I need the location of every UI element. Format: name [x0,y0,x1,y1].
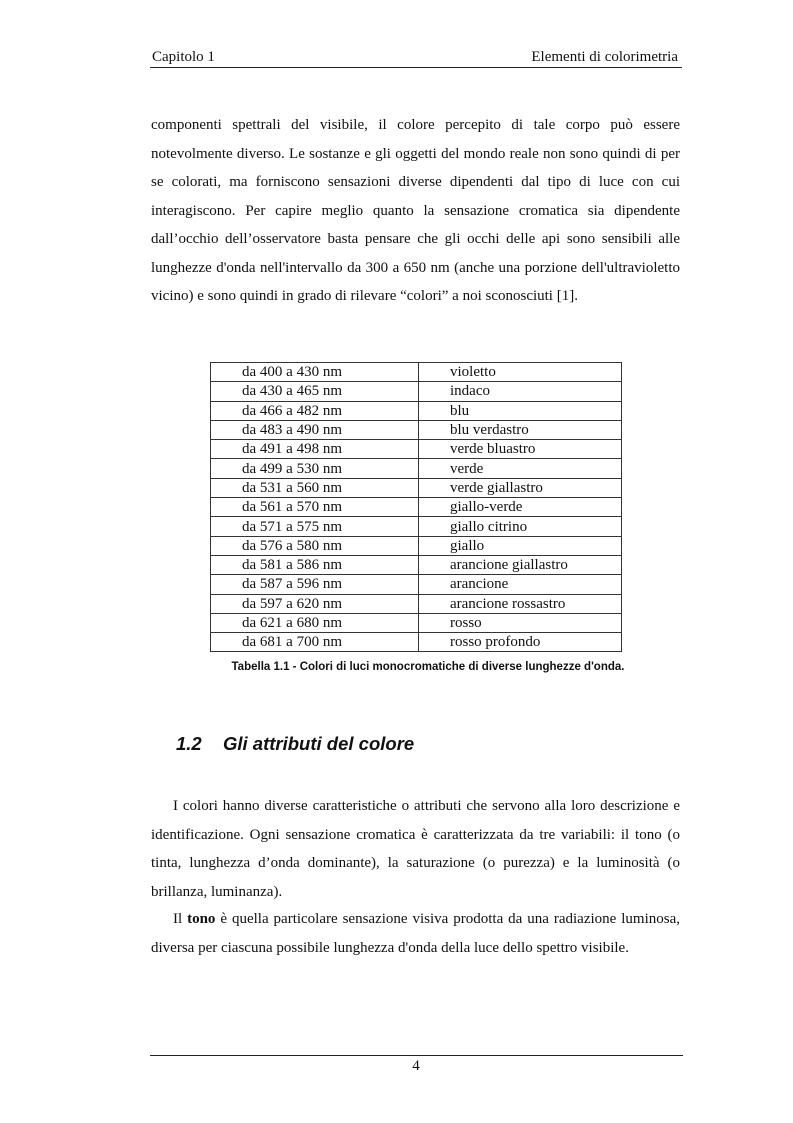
wavelength-range-cell: da 483 a 490 nm [211,420,419,439]
wavelength-range-cell: da 499 a 530 nm [211,459,419,478]
wavelength-range-cell: da 400 a 430 nm [211,363,419,382]
wavelength-range-cell: da 430 a 465 nm [211,382,419,401]
wavelength-range-cell: da 561 a 570 nm [211,498,419,517]
wavelength-range-cell: da 531 a 560 nm [211,478,419,497]
color-name-cell: blu verdastro [419,420,622,439]
table-body [211,363,622,652]
intro-paragraph: componenti spettrali del visibile, il colore percepito di tale corpo può essere notevolmente diverso. Le sostanze e gli oggetti del mondo reale non sono quindi di per se colorati, ma forniscono sensazioni diverse dipendenti dal tipo di luce con cui interagiscono. Per capire meglio quanto la sensazione cromatica sia dipendente dall’occhio dell’osservatore basta pensare che gli occhi delle api sono sensibili alle lunghezze d'onda nell'intervallo da 300 a 650 nm (anche una porzione dell'ultravioletto vicino) e sono quindi in grado di rilevare “colori” a noi sconosciuti [1]. [151,117,680,304]
wavelength-range-cell: da 581 a 586 nm [211,555,419,574]
table-row [211,363,622,382]
wavelength-range-cell: da 587 a 596 nm [211,575,419,594]
wavelength-color-table [210,362,622,652]
table-row [211,536,622,555]
color-name-cell: violetto [419,363,622,382]
color-name-cell: indaco [419,382,622,401]
table-caption: Tabella 1.1 - Colori di luci monocromatiche di diverse lunghezze d'onda. [231,661,625,673]
color-name-cell: rosso [419,613,622,632]
table-row [211,613,622,632]
attributes-paragraph: I colori hanno diverse caratteristiche o attributi che servono alla loro descrizione e identificazione. Ogni sensazione cromatica è caratterizzata da tre variabili: il tono (o tinta, lunghezza d’onda dominante), la saturazione (o purezza) e la luminosità (o brillanza, luminanza). [151,798,680,900]
tono-rest: è quella particolare sensazione visiva prodotta da una radiazione luminosa, diversa per ciascuna possibile lunghezza d'onda della luce dello spettro visibile. [151,911,680,956]
footer-rule [150,1055,683,1056]
section-title: Gli attributi del colore [223,733,415,754]
table-row [211,498,622,517]
table-row [211,555,622,574]
wavelength-range-cell: da 491 a 498 nm [211,440,419,459]
chapter-label: Capitolo 1 [152,49,215,65]
color-name-cell: blu [419,401,622,420]
chapter-title: Elementi di colorimetria [531,49,678,65]
wavelength-range-cell: da 576 a 580 nm [211,536,419,555]
table-row [211,633,622,652]
table-row [211,440,622,459]
table-row [211,517,622,536]
wavelength-range-cell: da 571 a 575 nm [211,517,419,536]
tono-paragraph [151,905,680,962]
wavelength-range-cell: da 466 a 482 nm [211,401,419,420]
color-name-cell: arancione giallastro [419,555,622,574]
color-name-cell: verde bluastro [419,440,622,459]
wavelength-range-cell: da 597 a 620 nm [211,594,419,613]
table-row [211,459,622,478]
tono-prefix: Il [173,911,188,927]
tono-term: tono [187,911,216,927]
color-name-cell: rosso profondo [419,633,622,652]
table-row [211,420,622,439]
color-name-cell: verde [419,459,622,478]
color-name-cell: giallo [419,536,622,555]
color-name-cell: verde giallastro [419,478,622,497]
page-header [150,47,682,68]
table-row [211,401,622,420]
table-row [211,478,622,497]
page-number: 4 [412,1058,420,1074]
wavelength-range-cell: da 621 a 680 nm [211,613,419,632]
section-number: 1.2 [176,733,202,754]
color-name-cell: giallo citrino [419,517,622,536]
color-name-cell: giallo-verde [419,498,622,517]
wavelength-range-cell: da 681 a 700 nm [211,633,419,652]
table-row [211,594,622,613]
section-heading [176,733,414,755]
color-name-cell: arancione [419,575,622,594]
table-row [211,575,622,594]
color-name-cell: arancione rossastro [419,594,622,613]
table-row [211,382,622,401]
